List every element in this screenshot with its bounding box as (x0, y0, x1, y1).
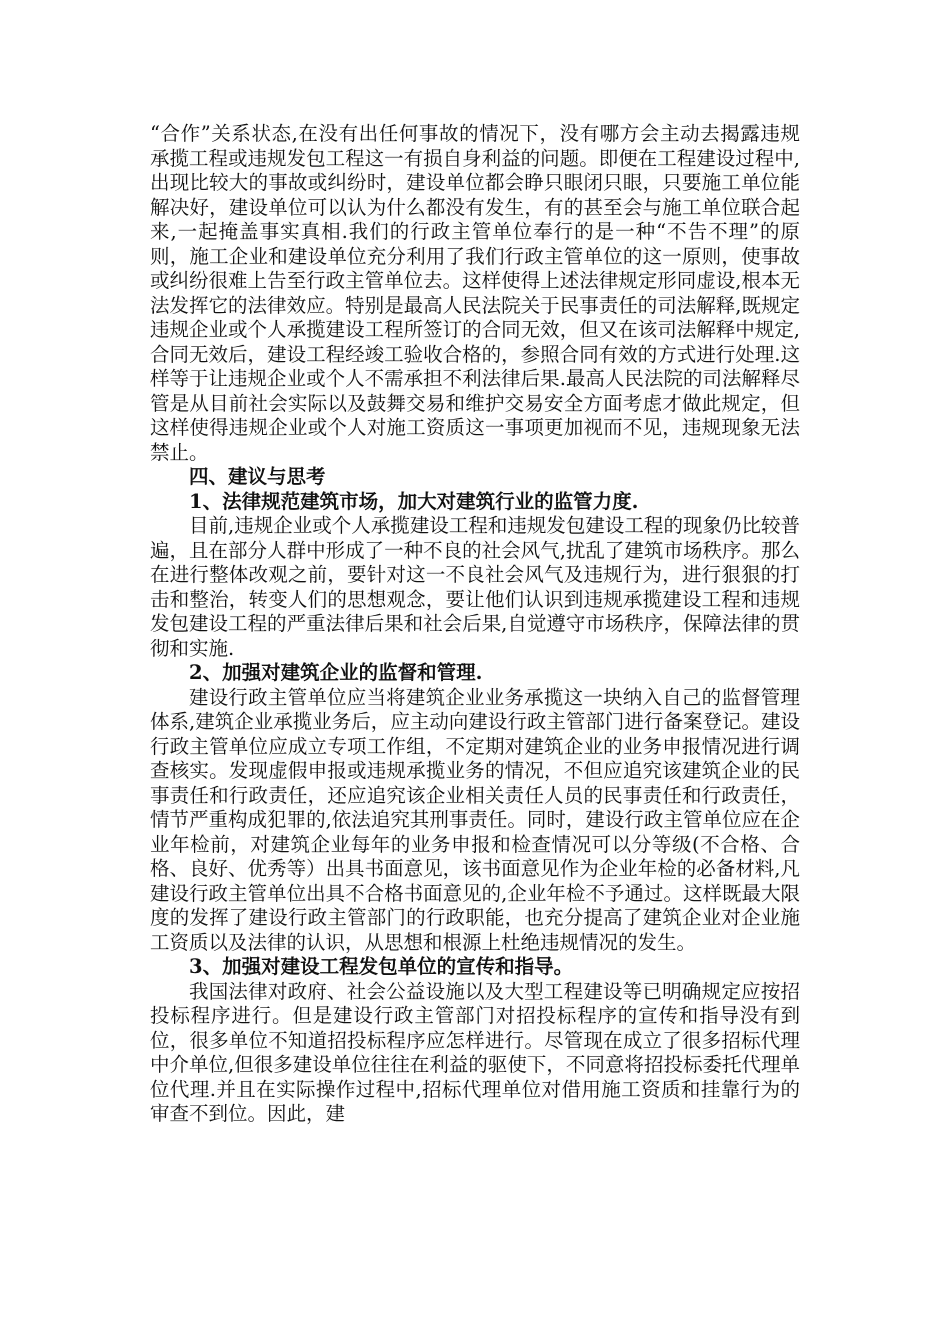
section-heading-suggestions: 四、建议与思考 (189, 465, 326, 488)
paragraph-1: 目前,违规企业或个人承揽建设工程和违规发包建设工程的现象仍比较普遍，且在部分人群中形成了一种不良的社会风气,扰乱了建筑市场秩序。那么在进行整体改观之前，要针对这一不良社会风气及违规行为，进行狠狠的打击和整治，转变人们的思想观念，要让他们认识到违规承揽建设工程和违规发包建设工程的严重法律后果和社会后果,自觉遵守市场秩序，保障法律的贯彻和实施. (150, 514, 800, 660)
paragraph-2: 建设行政主管单位应当将建筑企业业务承揽这一块纳入自己的监督管理体系,建筑企业承揽业务后，应主动向建设行政主管部门进行备案登记。建设行政主管单位应成立专项工作组，不定期对建筑企业的业务申报情况进行调查核实。发现虚假申报或违规承揽业务的情况，不但应追究该建筑企业的民事责任和行政责任，还应追究该企业相关责任人员的民事责任和行政责任，情节严重构成犯罪的,依法追究其刑事责任。同时，建设行政主管单位应在企业年检前，对建筑企业每年的业务申报和检查情况可以分等级(不合格、合格、良好、优秀等）出具书面意见，该书面意见作为企业年检的必备材料,凡建设行政主管单位出具不合格书面意见的,企业年检不予通过。这样既最大限度的发挥了建设行政主管部门的行政职能，也充分提高了建筑企业对企业施工资质以及法律的认识，从思想和根源上杜绝违规情况的发生。 (150, 685, 800, 954)
document-body (150, 122, 800, 1127)
subheading-1: 1、法律规范建筑市场，加大对建筑行业的监管力度. (189, 489, 639, 513)
subheading-2: 2、加强对建筑企业的监督和管理. (189, 661, 483, 684)
paragraph-3: 我国法律对政府、社会公益设施以及大型工程建设等已明确规定应按招投标程序进行。但是建设行政主管部门对招投标程序的宣传和指导没有到位，很多单位不知道招投标程序应怎样进行。尽管现在成立了很多招标代理中介单位,但很多建设单位往往在利益的驱使下，不同意将招投标委托代理单位代理.并且在实际操作过程中,招标代理单位对借用施工资质和挂靠行为的审查不到位。因此，建 (150, 979, 800, 1125)
paragraph-continued: “合作”关系状态,在没有出任何事故的情况下，没有哪方会主动去揭露违规承揽工程或违规发包工程这一有损自身利益的问题。即便在工程建设过程中,出现比较大的事故或纠纷时，建设单位都会睁只眼闭只眼，只要施工单位能解决好，建设单位可以认为什么都没有发生，有的甚至会与施工单位联合起来,一起掩盖事实真相.我们的行政主管单位奉行的是一种“不告不理”的原则，施工企业和建设单位充分利用了我们行政主管单位的这一原则，使事故或纠纷很难上告至行政主管单位去。这样使得上述法律规定形同虚设,根本无法发挥它的法律效应。特别是最高人民法院关于民事责任的司法解释,既规定违规企业或个人承揽建设工程所签订的合同无效，但又在该司法解释中规定,合同无效后，建设工程经竣工验收合格的，参照合同有效的方式进行处理.这样等于让违规企业或个人不需承担不利法律后果.最高人民法院的司法解释尽管是从目前社会实际以及鼓舞交易和维护交易安全方面考虑才做此规定，但这样使得违规企业或个人对施工资质这一事项更加视而不见，违规现象无法禁止。 (150, 122, 800, 464)
subheading-3: 3、加强对建设工程发包单位的宣传和指导。 (189, 955, 574, 978)
